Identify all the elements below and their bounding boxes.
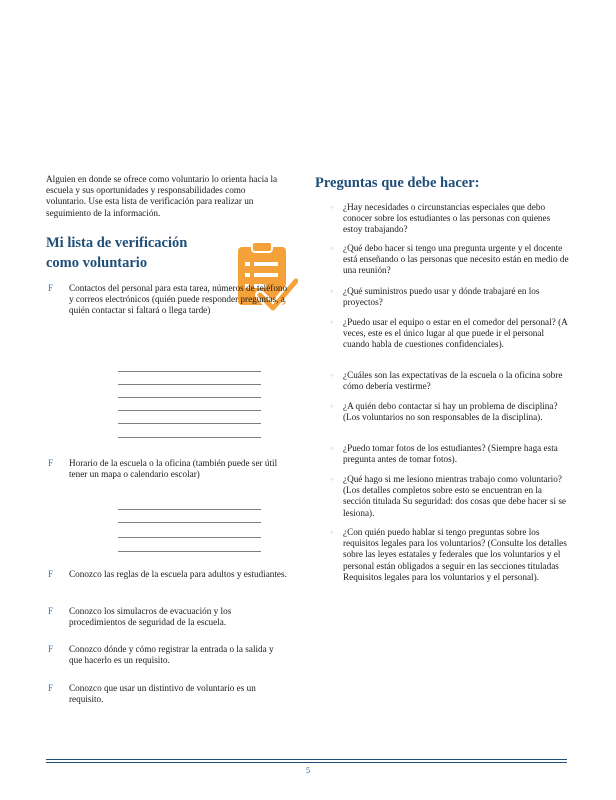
question-bullet: ◦ — [330, 370, 334, 380]
question-item — [330, 370, 570, 392]
question-bullet: ◦ — [330, 243, 334, 253]
question-bullet: ◦ — [330, 317, 334, 327]
question-bullet: ◦ — [330, 474, 334, 484]
question-text: ¿A quién debo contactar si hay un problema de disciplina? (Los voluntarios no son responsables de la disciplina). — [343, 401, 558, 423]
question-item — [330, 474, 570, 519]
checklist-heading — [46, 233, 246, 273]
blank-line — [118, 537, 261, 538]
checklist-bullet: F — [48, 606, 54, 616]
checklist-bullet: F — [48, 644, 54, 654]
question-item — [330, 317, 570, 351]
checklist-item — [48, 644, 288, 666]
checklist-heading-line1: Mi lista de verificación — [46, 235, 188, 251]
checklist-bullet: F — [48, 458, 54, 468]
question-item — [330, 401, 570, 423]
questions-heading: Preguntas que debe hacer: — [315, 175, 480, 191]
checklist-bullet: F — [48, 283, 54, 293]
checklist-bullet: F — [48, 569, 54, 579]
checklist-bullet: F — [48, 683, 54, 693]
question-bullet: ◦ — [330, 401, 334, 411]
checklist-item — [48, 569, 288, 580]
checklist-item — [48, 283, 288, 317]
blank-line — [118, 551, 261, 552]
question-item — [330, 243, 570, 277]
question-bullet: ◦ — [330, 286, 334, 296]
question-bullet: ◦ — [330, 527, 334, 537]
question-text: ¿Hay necesidades o circunstancias especiales que debo conocer sobre los estudiantes o las personas con quienes estoy trabajando? — [343, 202, 551, 235]
intro-paragraph: Alguien en donde se ofrece como voluntario lo orienta hacia la escuela y sus oportunidades y responsabilidades como voluntario. Use esta lista de verificación para realizar un seguimiento de la información. — [46, 174, 278, 218]
question-item — [330, 286, 570, 308]
question-text: ¿Cuáles son las expectativas de la escuela o la oficina sobre cómo debería vestirme? — [343, 370, 563, 392]
page-number: 5 — [306, 766, 310, 775]
checklist-item-text: Conozco las reglas de la escuela para adultos y estudiantes. — [69, 569, 287, 579]
checklist-item-text: Conozco que usar un distintivo de voluntario es un requisito. — [69, 683, 256, 705]
blank-line — [118, 397, 261, 398]
checklist-heading-line2: como voluntario — [46, 255, 148, 271]
footer-rule-thin — [46, 762, 567, 763]
blank-line — [118, 410, 261, 411]
blank-line — [118, 384, 261, 385]
checklist-item-text: Conozco dónde y cómo registrar la entrada o la salida y que hacerlo es un requisito. — [69, 644, 274, 666]
checklist-item — [48, 606, 288, 628]
checklist-item-text: Horario de la escuela o la oficina (también puede ser útil tener un mapa o calendario escolar) — [69, 458, 278, 480]
question-bullet: ◦ — [330, 443, 334, 453]
question-text: ¿Qué suministros puedo usar y dónde trabajaré en los proyectos? — [343, 286, 540, 308]
question-text: ¿Qué hago si me lesiono mientras trabajo como voluntario? (Los detalles completos sobre esto se encuentran en la sección titulada Su seguridad: dos cosas que debe hacer si se lesiona). — [343, 474, 566, 518]
question-item — [330, 202, 570, 236]
blank-line — [118, 509, 261, 510]
checklist-item — [48, 458, 288, 480]
checklist-item — [48, 683, 288, 705]
checklist-item-text: Conozco los simulacros de evacuación y los procedimientos de seguridad de la escuela. — [69, 606, 232, 628]
blank-line — [118, 522, 261, 523]
question-item — [330, 527, 570, 583]
blank-line — [118, 437, 261, 438]
question-text: ¿Puedo usar el equipo o estar en el comedor del personal? (A veces, este es el único lugar al que puede ir el personal cuando habla de cuestiones confidenciales). — [343, 317, 568, 350]
blank-line — [118, 423, 261, 424]
question-bullet: ◦ — [330, 202, 334, 212]
blank-line — [118, 371, 261, 372]
question-item — [330, 443, 570, 465]
footer-rule — [46, 759, 567, 760]
question-text: ¿Puedo tomar fotos de los estudiantes? (Siempre haga esta pregunta antes de tomar fotos). — [343, 443, 558, 465]
checklist-item-text: Contactos del personal para esta tarea, números de teléfono y correos electrónicos (quién puede responder preguntas, a quién contactar si faltará o llega tarde) — [69, 283, 288, 316]
question-text: ¿Qué debo hacer si tengo una pregunta urgente y el docente está enseñando o las personas que necesito están en medio de una reunión? — [343, 243, 569, 276]
question-text: ¿Con quién puedo hablar si tengo preguntas sobre los requisitos legales para los voluntarios? (Consulte los detalles sobre las leyes estatales y federales que los voluntarios y el personal están obligados a seguir en las secciones tituladas Requisitos legales para los voluntarios y el personal). — [343, 527, 567, 582]
